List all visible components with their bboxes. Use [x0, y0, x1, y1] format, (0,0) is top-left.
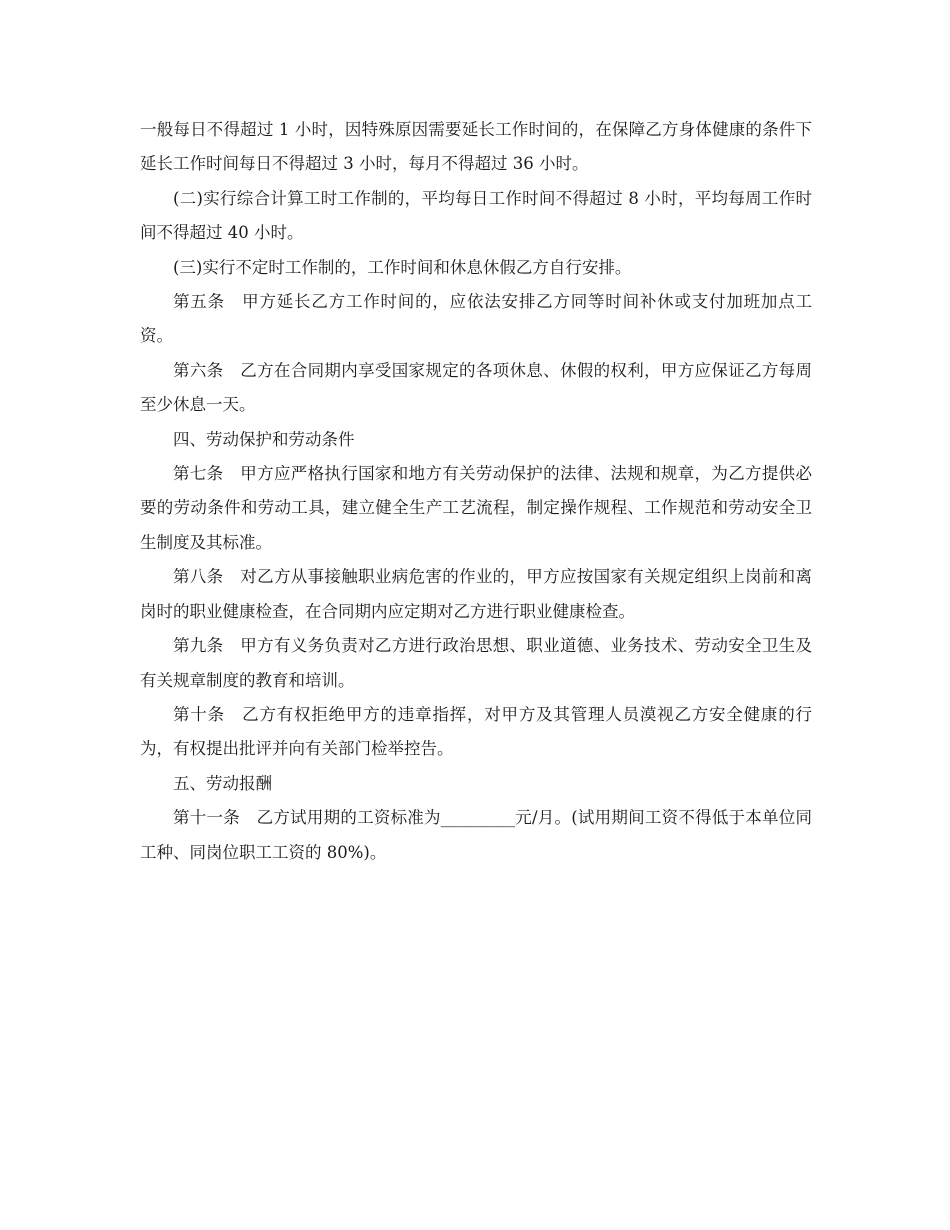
- paragraph-article-9: 第九条 甲方有义务负责对乙方进行政治思想、职业道德、业务技术、劳动安全卫生及有关规章制度的教育和培训。: [140, 636, 812, 690]
- paragraph-article-10: 第十条 乙方有权拒绝甲方的违章指挥，对甲方及其管理人员漠视乙方安全健康的行为，有权提出批评并向有关部门检举控告。: [140, 704, 812, 759]
- paragraph-article-7: 第七条 甲方应严格执行国家和地方有关劳动保护的法律、法规和规章，为乙方提供必要的劳动条件和劳动工具，建立健全生产工艺流程，制定操作规程、工作规范和劳动安全卫生制度及其标准。: [140, 464, 812, 552]
- paragraph-article-6: 第六条 乙方在合同期内享受国家规定的各项休息、休假的权利，甲方应保证乙方每周至少休息一天。: [140, 360, 812, 415]
- paragraph-article-11: 第十一条 乙方试用期的工资标准为_________元/月。(试用期间工资不得低于本单位同工种、同岗位职工工资的 80%)。: [140, 808, 812, 862]
- paragraph-article-5: 第五条 甲方延长乙方工作时间的，应依法安排乙方同等时间补休或支付加班加点工资。: [140, 292, 812, 346]
- section-heading-labor-protection: 四、劳动保护和劳动条件: [173, 429, 355, 449]
- paragraph-article-8: 第八条 对乙方从事接触职业病危害的作业的，甲方应按国家有关规定组织上岗前和离岗时的职业健康检查，在合同期内应定期对乙方进行职业健康检查。: [140, 567, 812, 621]
- document-page: [140, 113, 812, 870]
- section-heading-remuneration: 五、劳动报酬: [173, 773, 272, 793]
- paragraph-flexible-hours: (三)实行不定时工作制的，工作时间和休息休假乙方自行安排。: [173, 257, 632, 277]
- paragraph-comprehensive-hours: (二)实行综合计算工时工作制的，平均每日工作时间不得超过 8 小时，平均每周工作时间不得超过 40 小时。: [140, 188, 812, 243]
- paragraph-continued-overtime-limit: 一般每日不得超过 1 小时，因特殊原因需要延长工作时间的，在保障乙方身体健康的条件下延长工作时间每日不得超过 3 小时，每月不得超过 36 小时。: [140, 120, 812, 174]
